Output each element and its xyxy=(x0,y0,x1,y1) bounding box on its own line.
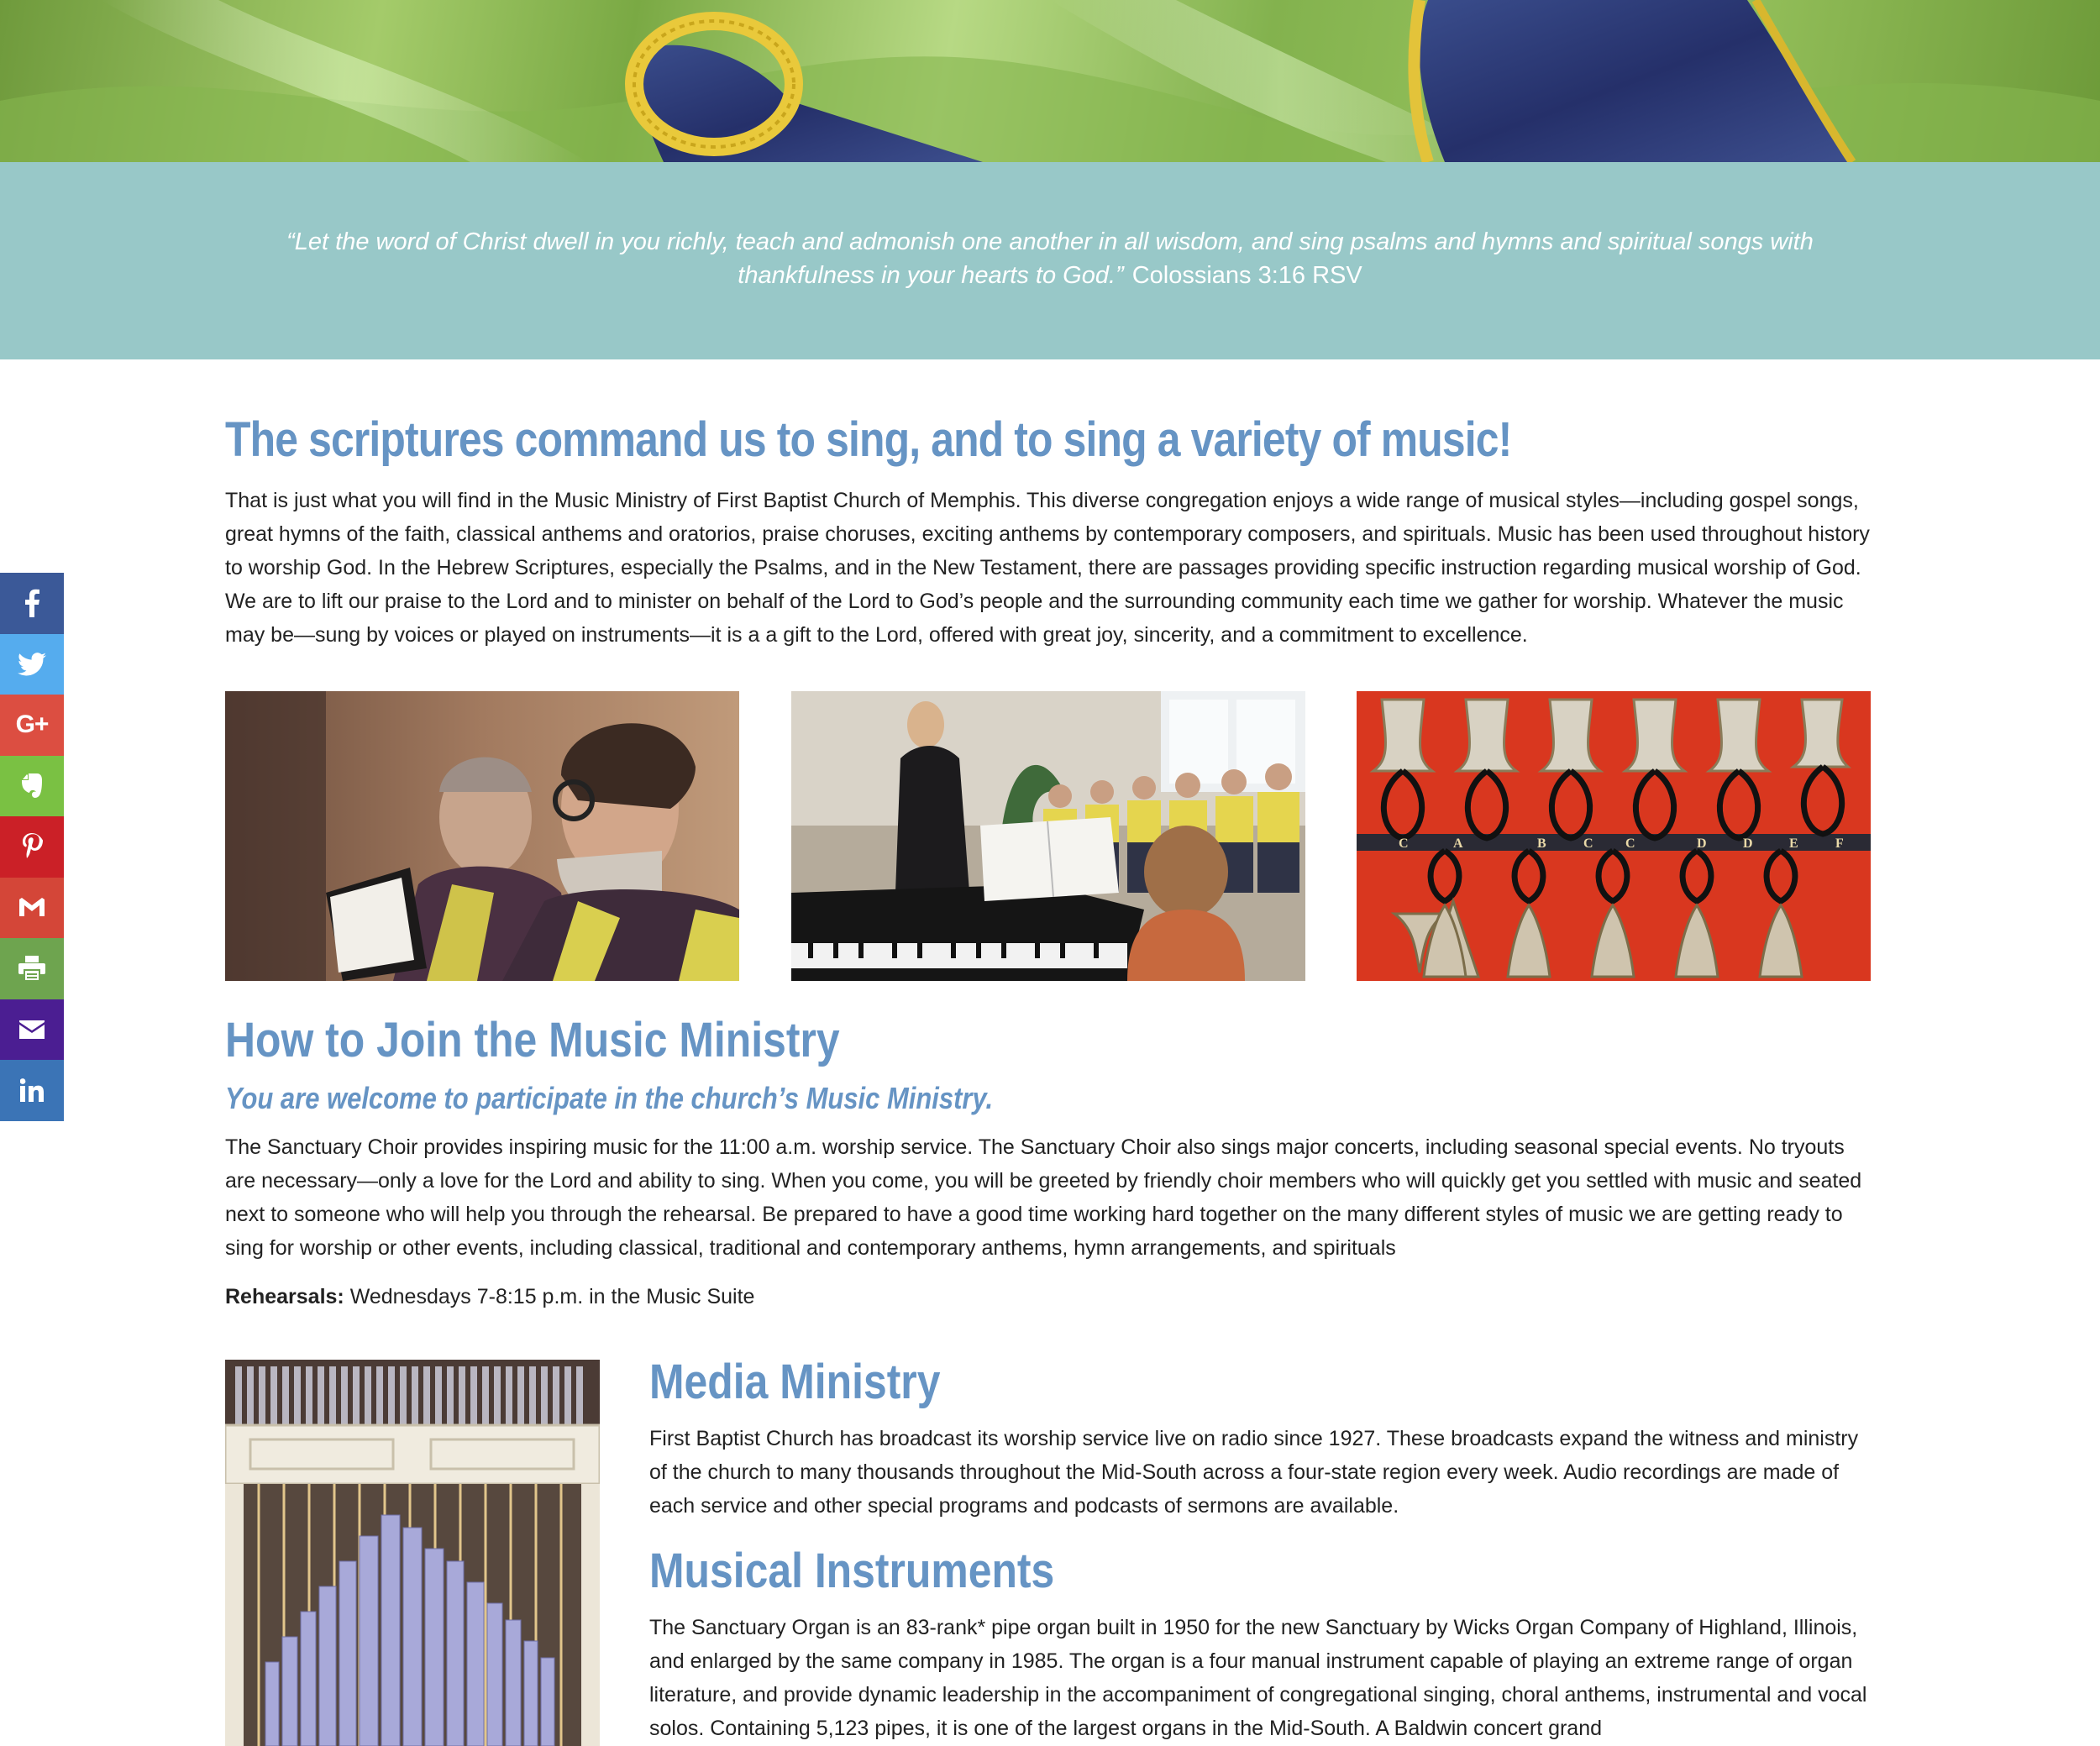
bell-letter-8: E xyxy=(1789,836,1798,851)
email-icon xyxy=(19,1020,45,1039)
media-ministry-heading: Media Ministry xyxy=(649,1355,941,1409)
print-share-button[interactable] xyxy=(0,938,64,999)
twitter-share-button[interactable] xyxy=(0,634,64,695)
facebook-share-button[interactable] xyxy=(0,573,64,634)
bell-letter-1: C xyxy=(1399,836,1409,851)
social-share-bar xyxy=(0,573,64,1121)
intro-paragraph: That is just what you will find in the Music Ministry of First Baptist Church of Memphis. This diverse congregation enjoys a wide range of musical styles—including gospel songs, great hymns of the faith, classical anthems and oratorios, praise choruses, exciting anthems by contemporary composers, and spirituals. Music has been used throughout history to worship God. In the Hebrew Scriptures, especially the Psalms, and in the New Testament, there are passages providing specific instruction regarding musical worship of God. We are to lift our praise to the Lord and to minister on behalf of the Lord to God’s people and the surrounding community each time we gather for worship. Whatever the music may be—sung by voices or played on instruments—it is a a gift to the Lord, offered with great joy, sincerity, and a commitment to excellence. xyxy=(225,489,1870,647)
join-heading: How to Join the Music Ministry xyxy=(225,1013,840,1067)
hero-banner-image xyxy=(0,0,2100,162)
join-paragraph: The Sanctuary Choir provides inspiring music for the 11:00 a.m. worship service. The Sanctuary Choir also sings major concerts, including seasonal special events. No tryouts are necessary—only a love for the Lord and ability to sing. When you come, you will be greeted by friendly choir members who will quickly get you settled with music and seated next to someone who will help you through the rehearsal. Be prepared to have a good time working hard together on the many different styles of music we are getting ready to sing for worship or other events, including classical, traditional and contemporary anthems, hymn arrangements, and spirituals xyxy=(225,1135,1862,1260)
rehearsal-label: Rehearsals: xyxy=(225,1285,344,1308)
media-ministry-paragraph: First Baptist Church has broadcast its worship service live on radio since 1927. These broadcasts expand the witness and ministry of the church to many thousands throughout the Mid-South across a four-state region every week. Audio recordings are made of each service and other special programs and podcasts of sermons are available. xyxy=(649,1427,1859,1518)
facebook-icon xyxy=(19,589,45,617)
bell-letter-3: B xyxy=(1537,836,1546,851)
choir-members-photo xyxy=(225,691,739,981)
linkedin-share-button[interactable] xyxy=(0,1060,64,1121)
print-icon xyxy=(18,956,45,981)
quote-text: “Let the word of Christ dwell in you richly, teach and admonish one another in all wisdom, and sing psalms and hymns and spiritual songs with thankfulness in your hearts to God.” xyxy=(286,228,1814,289)
bell-letter-5: C xyxy=(1625,836,1635,851)
google-plus-icon: G+ xyxy=(15,710,49,739)
rehearsal-value: Wednesdays 7-8:15 p.m. in the Music Suite xyxy=(349,1285,755,1308)
email-share-button[interactable] xyxy=(0,999,64,1061)
bell-letter-4: C xyxy=(1583,836,1593,851)
linkedin-icon xyxy=(20,1078,44,1102)
scripture-quote xyxy=(225,225,1875,292)
quote-reference: Colossians 3:16 RSV xyxy=(1131,262,1362,289)
intro-heading: The scriptures command us to sing, and to sing a variety of music! xyxy=(225,412,1512,467)
twitter-icon xyxy=(18,653,46,676)
organ-pipes-photo xyxy=(225,1360,600,1746)
gmail-share-button[interactable] xyxy=(0,878,64,939)
evernote-share-button[interactable] xyxy=(0,756,64,817)
pinterest-icon xyxy=(21,832,43,861)
rehearsal-info xyxy=(225,1285,754,1309)
pinterest-share-button[interactable] xyxy=(0,816,64,878)
evernote-icon xyxy=(20,773,44,800)
musical-instruments-heading: Musical Instruments xyxy=(649,1544,1055,1598)
bell-letter-2: A xyxy=(1453,836,1463,851)
musical-instruments-paragraph: The Sanctuary Organ is an 83-rank* pipe organ built in 1950 for the new Sanctuary by Wicks Organ Company of Highland, Illinois, and enlarged by the same company in 1985. The organ is a four manual instrument capable of playing an extreme range of organ literature, and provide dynamic leadership in the accompaniment of congregational singing, choral anthems, instrumental and vocal solos. Containing 5,123 pipes, it is one of the largest organs in the Mid-South. A Baldwin concert grand xyxy=(649,1616,1867,1740)
bell-letter-7: D xyxy=(1743,836,1753,851)
bell-letter-6: D xyxy=(1697,836,1707,851)
scripture-quote-band xyxy=(0,162,2100,359)
gmail-icon xyxy=(19,898,45,918)
choir-rehearsal-photo xyxy=(791,691,1305,981)
google-plus-share-button[interactable] xyxy=(0,695,64,756)
join-subheading: You are welcome to participate in the church’s Music Ministry. xyxy=(225,1081,994,1115)
bell-letter-9: F xyxy=(1835,836,1844,851)
handbells-photo xyxy=(1357,691,1871,981)
